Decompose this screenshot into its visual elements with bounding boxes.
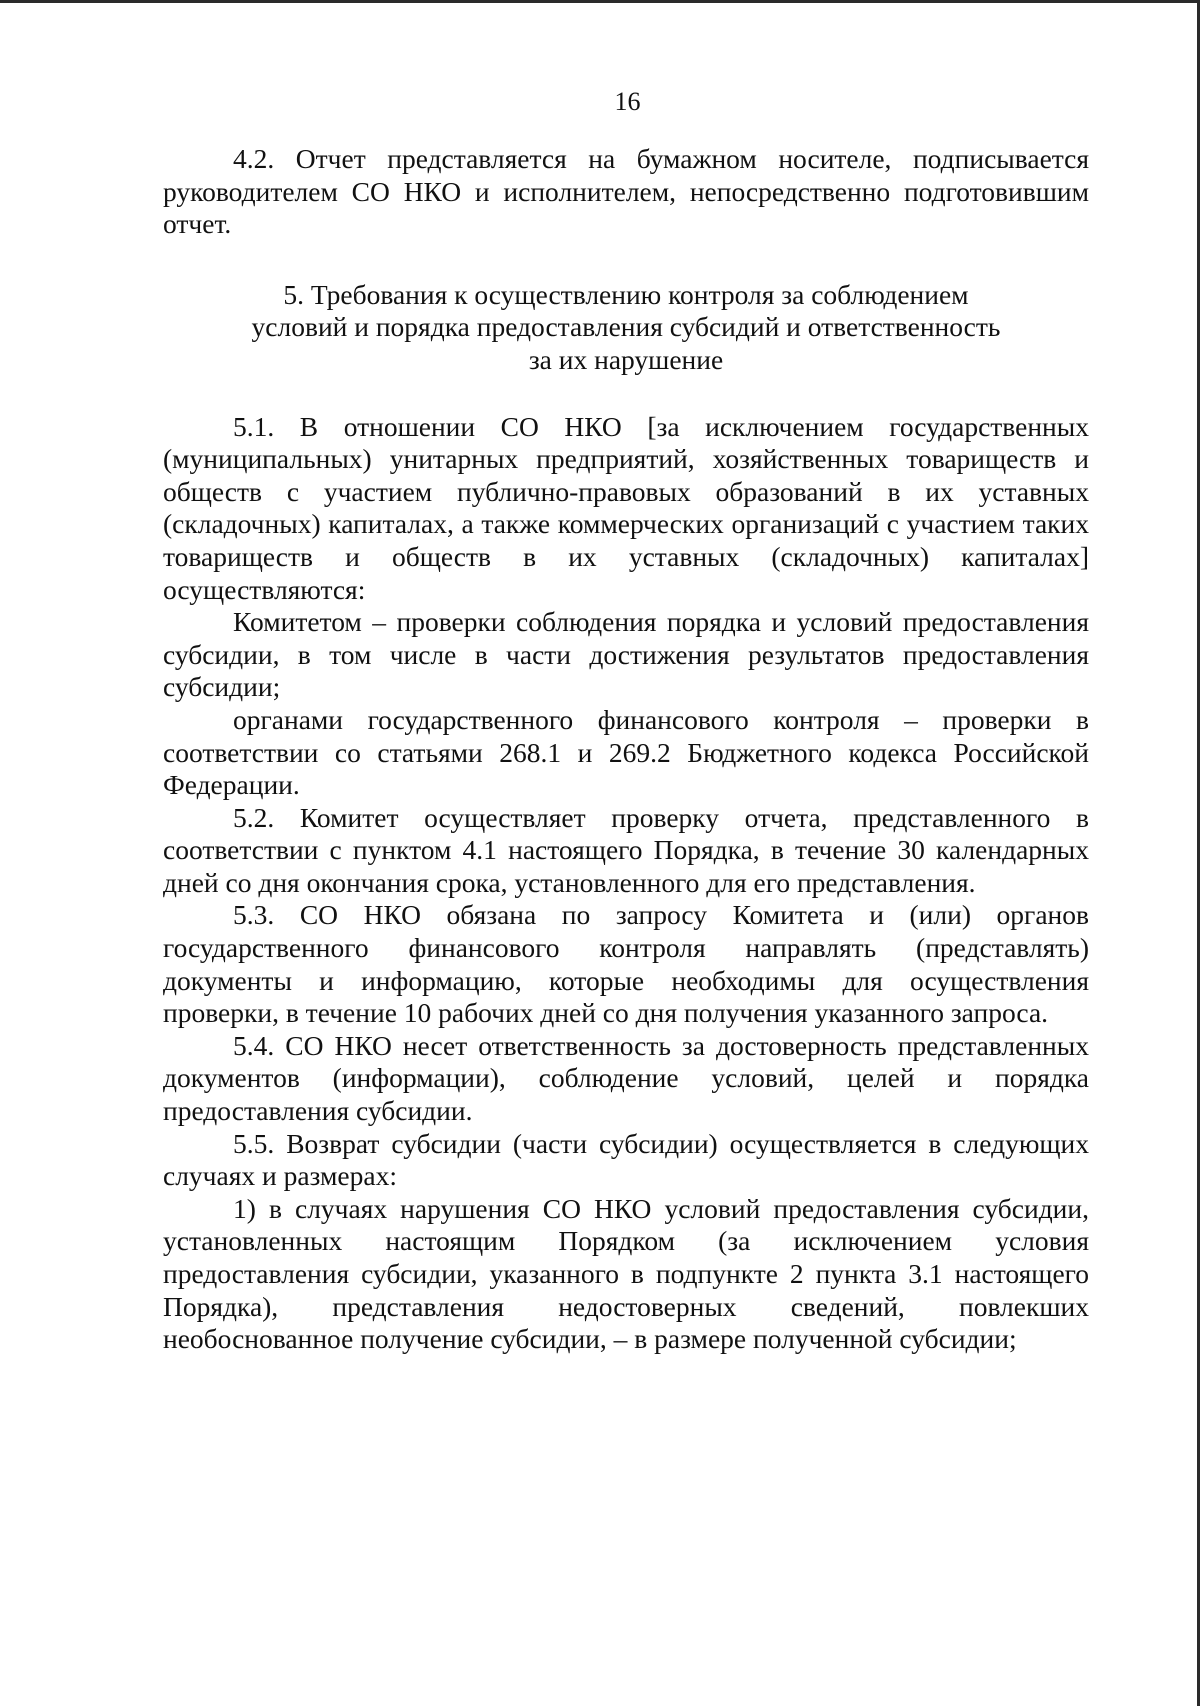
page-number: 16 (614, 87, 641, 116)
section-5-heading (163, 279, 1089, 377)
paragraph-5-2: 5.2. Комитет осуществляет проверку отчета, представленного в соответствии с пунктом 4.1 настоящего Порядка, в течение 30 календарных дней со дня окончания срока, установленного для его представления. (163, 801, 1089, 898)
paragraph-4-2: 4.2. Отчет представляется на бумажном носителе, подписывается руководителем СО НКО и исполнителем, непосредственно подготовившим отчет. (163, 143, 1089, 240)
paragraph-5-1-committee: Комитетом – проверки соблюдения порядка и условий предоставления субсидии, в том числе в части достижения результатов предоставления субсидии; (163, 606, 1089, 703)
paragraph-5-3: 5.3. СО НКО обязана по запросу Комитета и (или) органов государственного финансового контроля направлять (представлять) документы и информацию, которые необходимы для осуществления проверки, в течение 10 рабочих дней со дня получения указанного запроса. (163, 899, 1089, 1029)
paragraph-5-1-financial-control: органами государственного финансового контроля – проверки в соответствии со статьями 268.1 и 269.2 Бюджетного кодекса Российской Федерации. (163, 703, 1089, 801)
section-5-heading-line-1: 5. Требования к осуществлению контроля за соблюдением (283, 278, 969, 310)
section-5-heading-line-3: за их нарушение (528, 343, 724, 375)
section-5-heading-line-2: условий и порядка предоставления субсидий и ответственность (251, 311, 1001, 343)
paragraph-5-4: 5.4. СО НКО несет ответственность за достоверность представленных документов (информации), соблюдение условий, целей и порядка предоставления субсидии. (163, 1029, 1089, 1127)
paragraph-5-5: 5.5. Возврат субсидии (части субсидии) осуществляется в следующих случаях и размерах: (163, 1127, 1089, 1192)
paragraph-5-5-1: 1) в случаях нарушения СО НКО условий предоставления субсидии, установленных настоящим Порядком (за исключением условия предоставления субсидии, указанного в подпункте 2 пункта 3.1 настоящего Порядка), представления недостоверных сведений, повлекших необоснованное получение субсидии, – в размере полученной субсидии; (163, 1192, 1089, 1355)
scan-edge-top (0, 0, 1200, 3)
paragraph-5-1: 5.1. В отношении СО НКО [за исключением государственных (муниципальных) унитарных предприятий, хозяйственных товариществ и обществ с участием публично-правовых образований в их уставных (складочных) капиталах, а также коммерческих организаций с участием таких товариществ и обществ в их уставных (складочных) капиталах] осуществляются: (163, 410, 1089, 605)
document-body (163, 143, 1089, 1356)
